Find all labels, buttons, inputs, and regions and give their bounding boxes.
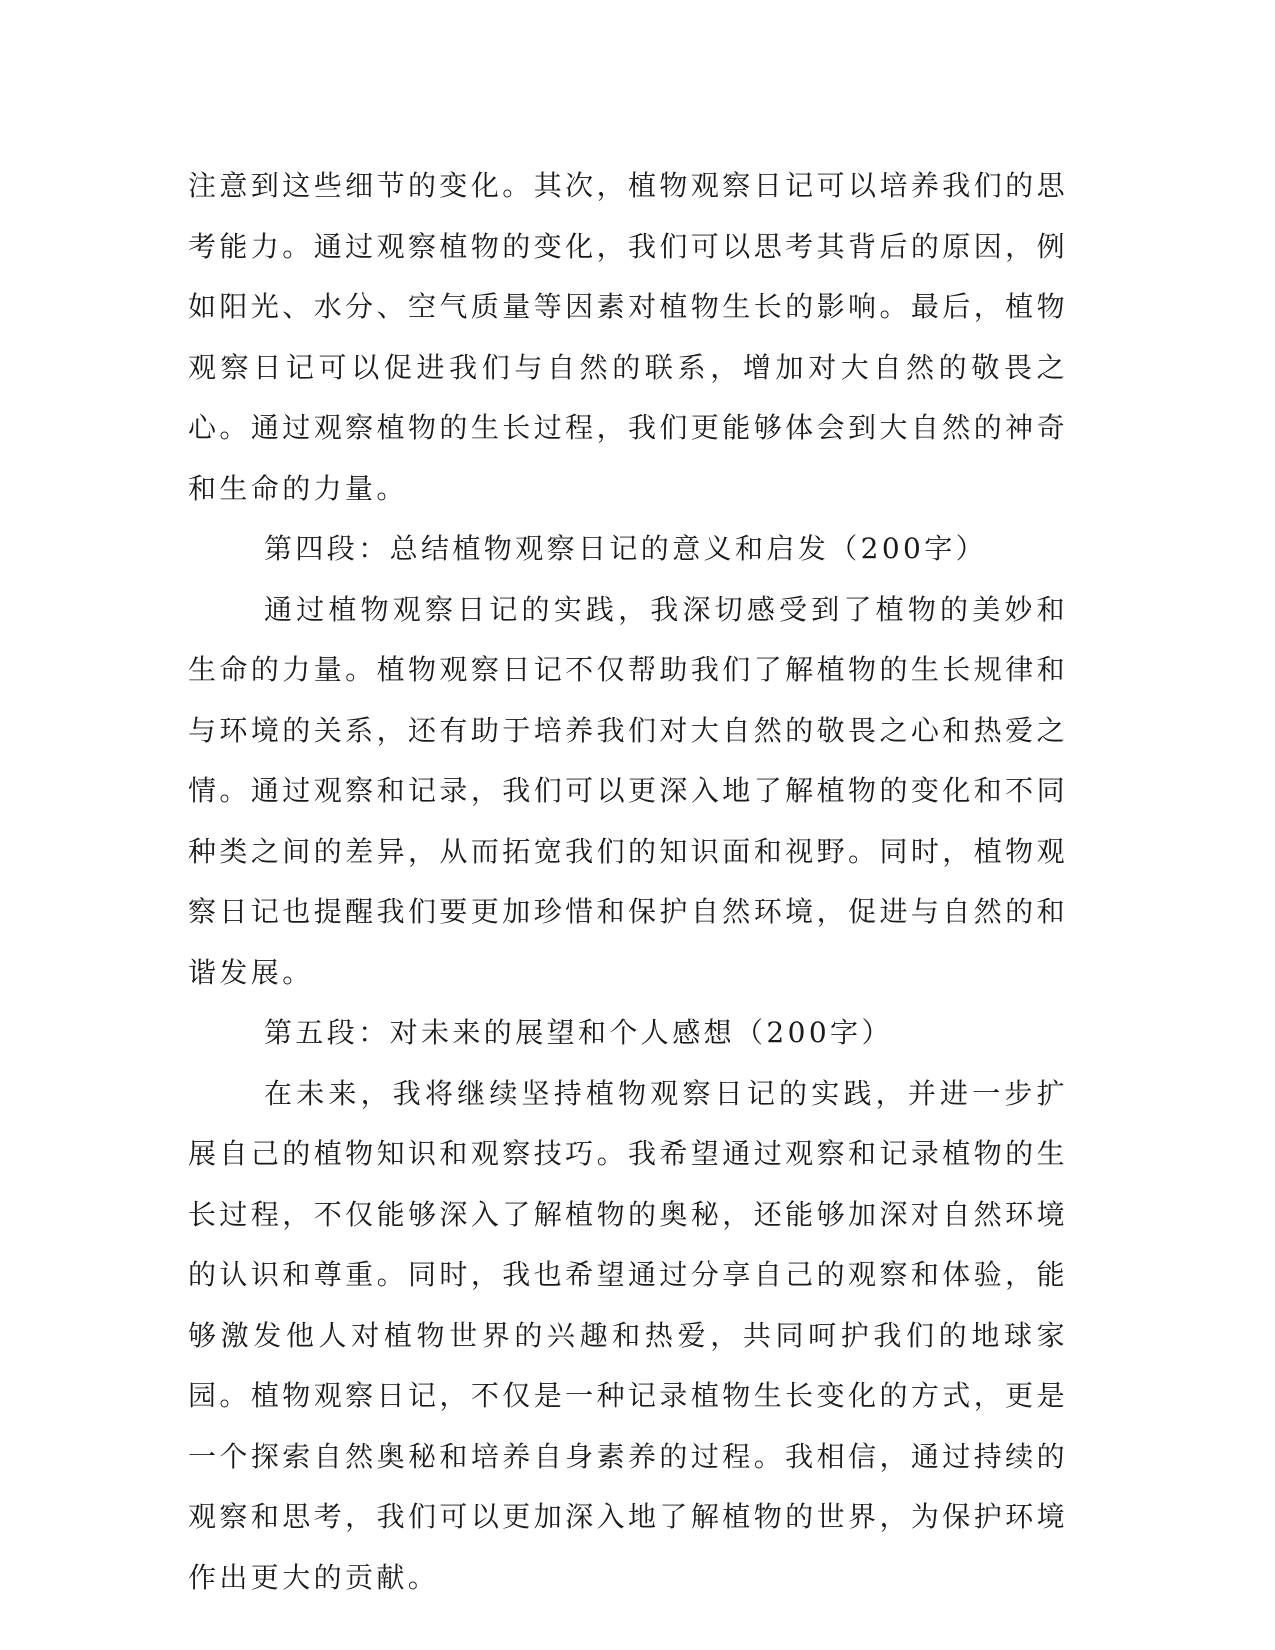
paragraph-continuation: 注意到这些细节的变化。其次，植物观察日记可以培养我们的思考能力。通过观察植物的变化，我们可以思考其背后的原因，例如阳光、水分、空气质量等因素对植物生长的影响。最后，植物观察日记可以促进我们与自然的联系，增加对大自然的敬畏之心。通过观察植物的生长过程，我们更能够体会到大自然的神奇和生命的力量。 [188, 169, 1068, 505]
paragraph-section-4: 通过植物观察日记的实践，我深切感受到了植物的美妙和生命的力量。植物观察日记不仅帮助我们了解植物的生长规律和与环境的关系，还有助于培养我们对大自然的敬畏之心和热爱之情。通过观察和记录，我们可以更深入地了解植物的变化和不同种类之间的差异，从而拓宽我们的知识面和视野。同时，植物观察日记也提醒我们要更加珍惜和保护自然环境，促进与自然的和谐发展。 [188, 592, 1068, 989]
document-body [188, 156, 1068, 1608]
paragraph-section-5: 在未来，我将继续坚持植物观察日记的实践，并进一步扩展自己的植物知识和观察技巧。我希望通过观察和记录植物的生长过程，不仅能够深入了解植物的奥秘，还能够加深对自然环境的认识和尊重。同时，我也希望通过分享自己的观察和体验，能够激发他人对植物世界的兴趣和热爱，共同呵护我们的地球家园。植物观察日记，不仅是一种记录植物生长变化的方式，更是一个探索自然奥秘和培养自身素养的过程。我相信，通过持续的观察和思考，我们可以更加深入地了解植物的世界，为保护环境作出更大的贡献。 [188, 1076, 1068, 1594]
section-heading-5: 第五段：对未来的展望和个人感想（200字） [264, 1016, 893, 1049]
section-heading-4: 第四段：总结植物观察日记的意义和启发（200字） [264, 532, 988, 565]
